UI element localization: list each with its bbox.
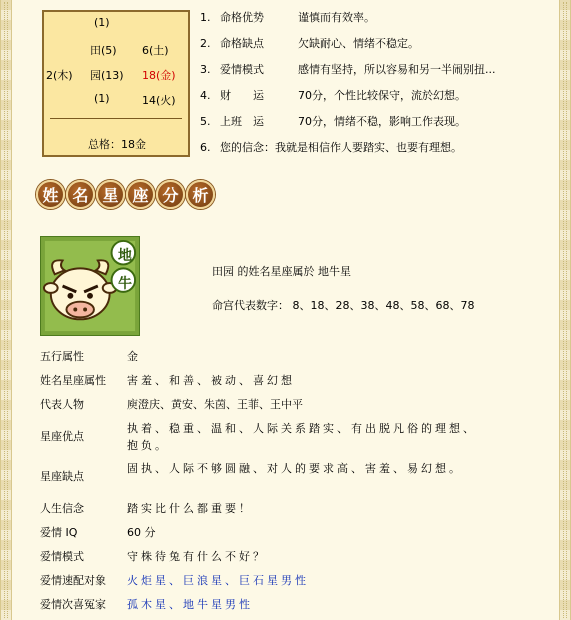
avatar-char-ox: 牛: [118, 276, 132, 292]
grid-divider: [50, 118, 182, 119]
attribute-label: 代表人物: [40, 398, 84, 411]
avatar-char-earth: 地: [118, 248, 132, 264]
trait-text: 欠缺耐心、情绪不稳定。: [298, 37, 419, 50]
title-char-badge: 星: [96, 180, 125, 209]
trait-row: [200, 61, 496, 77]
attribute-value: 固执、人际不够圆融、对人的要求高、害羞、易幻想。: [127, 462, 463, 475]
attribute-value: 执着、稳重、温和、人际关系踏实、有出脱凡俗的理想、抱负。: [127, 422, 477, 452]
right-decorative-border: [559, 0, 571, 620]
trait-number: 2.: [200, 37, 211, 50]
title-char-badge: 分: [156, 180, 185, 209]
trait-row: [200, 87, 466, 103]
attribute-label: 人生信念: [40, 502, 84, 515]
trait-text: 感情有坚持，所以容易和另一半闹别扭...: [298, 63, 496, 76]
trait-number: 1.: [200, 11, 211, 24]
section-title-name-horoscope: [36, 180, 215, 209]
trait-row: [200, 9, 375, 25]
trait-row: [200, 35, 419, 51]
attribute-value: 害羞、和善、被动、喜幻想: [127, 374, 295, 387]
attribute-value: 庾澄庆、黄安、朱茵、王菲、王中平: [127, 398, 303, 411]
grid-left: 2(木): [46, 69, 73, 82]
attribute-label: 星座优点: [40, 430, 84, 443]
trait-text: 谨慎而有效率。: [298, 11, 375, 24]
title-char-badge: 姓: [36, 180, 65, 209]
grid-six: 6(土): [142, 44, 169, 57]
name-grid-box: [42, 10, 190, 157]
grid-field: 田(5): [90, 44, 117, 57]
trait-text: 70分，情绪不稳，影响工作表现。: [298, 115, 466, 128]
attribute-label: 爱情 IQ: [40, 526, 78, 539]
left-decorative-border: [0, 0, 12, 620]
grid-total: 总格：18金: [88, 138, 146, 151]
trait-key: 财 运: [220, 89, 264, 102]
grid-top: (1): [94, 16, 110, 29]
trait-number: 3.: [200, 63, 211, 76]
trait-row: [200, 113, 466, 129]
trait-text: 我就是相信作人要踏实、也要有理想。: [275, 141, 462, 154]
grid-fourteen: 14(火): [142, 94, 176, 107]
title-char-badge: 析: [186, 180, 215, 209]
trait-number: 6.: [200, 141, 211, 154]
trait-row: [200, 139, 462, 155]
attribute-label: 爱情速配对象: [40, 574, 106, 587]
grid-garden: 园(13): [90, 69, 124, 82]
trait-number: 4.: [200, 89, 211, 102]
compatible-match-link[interactable]: 火炬星、巨浪星、巨石星男性: [127, 574, 309, 587]
title-char-badge: 名: [66, 180, 95, 209]
attribute-value: 60 分: [127, 526, 156, 539]
trait-text: 70分，个性比较保守，流於幻想。: [298, 89, 466, 102]
attribute-value: 金: [127, 350, 141, 363]
trait-key: 上班 运: [220, 115, 264, 128]
attribute-label: 爱情模式: [40, 550, 84, 563]
lucky-numbers-line: 命宫代表数字： 8、18、28、38、48、58、68、78: [212, 299, 475, 312]
grid-eighteen: 18(金): [142, 69, 176, 82]
attribute-label: 姓名星座属性: [40, 374, 106, 387]
secondary-match-link[interactable]: 孤木星、地牛星男性: [127, 598, 253, 611]
attribute-label: 爱情次喜冤家: [40, 598, 106, 611]
attribute-label: 星座缺点: [40, 470, 84, 483]
trait-key: 您的信念：: [220, 141, 275, 154]
horoscope-line: 田园 的姓名星座属於 地牛星: [212, 265, 351, 278]
trait-key: 爱情模式: [220, 63, 264, 76]
earth-ox-star-avatar: [40, 236, 140, 336]
trait-number: 5.: [200, 115, 211, 128]
attribute-label: 五行属性: [40, 350, 84, 363]
title-char-badge: 座: [126, 180, 155, 209]
attribute-value: 守株待兔有什么不好？: [127, 550, 267, 563]
grid-bottom-left: (1): [94, 92, 110, 105]
trait-key: 命格优势: [220, 11, 264, 24]
trait-key: 命格缺点: [220, 37, 264, 50]
attribute-value: 踏实比什么都重要！: [127, 502, 253, 515]
